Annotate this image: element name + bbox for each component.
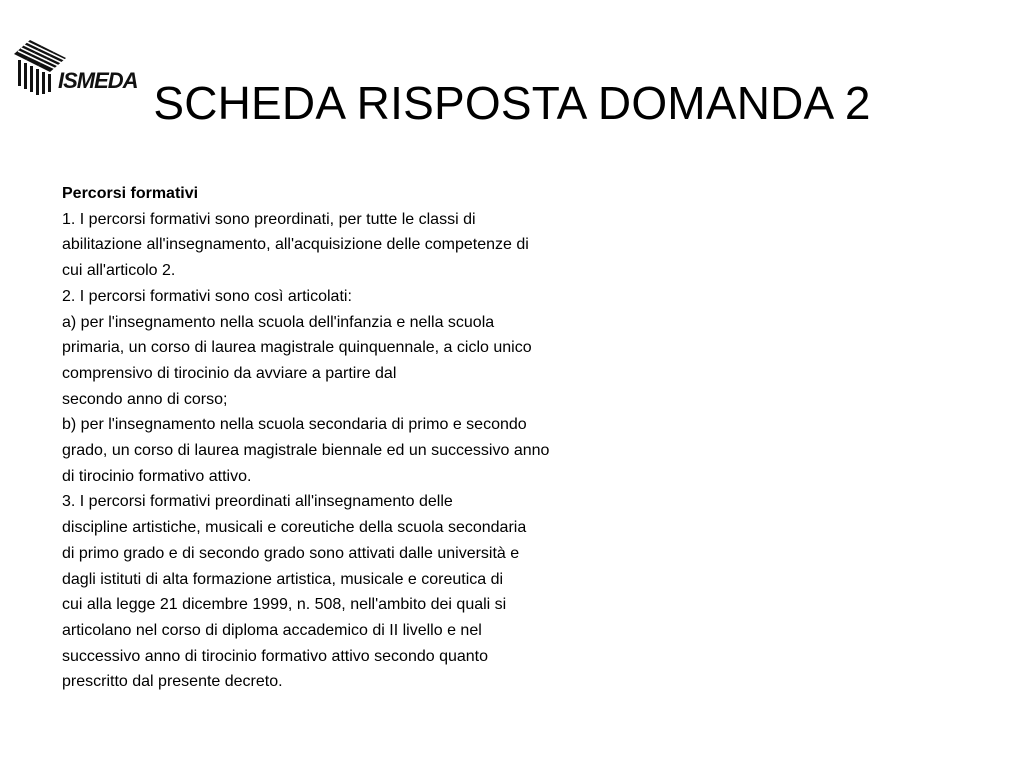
body-line: abilitazione all'insegnamento, all'acquisizione delle competenze di bbox=[62, 236, 529, 254]
logo-wordmark: ISMEDA bbox=[58, 68, 138, 93]
body-line: 2. I percorsi formativi sono così articolati: bbox=[62, 287, 352, 305]
body-line: successivo anno di tirocinio formativo attivo secondo quanto bbox=[62, 647, 489, 665]
body-line: b) per l'insegnamento nella scuola secondaria di primo e secondo bbox=[62, 416, 527, 434]
body-line: secondo anno di corso; bbox=[62, 390, 228, 408]
body-line: a) per l'insegnamento nella scuola dell'infanzia e nella scuola bbox=[62, 313, 495, 331]
body-line: discipline artistiche, musicali e coreutiche della scuola secondaria bbox=[62, 519, 527, 537]
body-text bbox=[62, 181, 682, 695]
body-line: prescritto dal presente decreto. bbox=[62, 673, 283, 691]
body-line: 3. I percorsi formativi preordinati all'insegnamento delle bbox=[62, 493, 453, 511]
body-line: cui all'articolo 2. bbox=[62, 262, 176, 280]
body-line: di tirocinio formativo attivo. bbox=[62, 467, 252, 485]
body-line: grado, un corso di laurea magistrale biennale ed un successivo anno bbox=[62, 442, 550, 460]
body-line: 1. I percorsi formativi sono preordinati, per tutte le classi di bbox=[62, 210, 476, 228]
body-line: dagli istituti di alta formazione artistica, musicale e coreutica di bbox=[62, 570, 504, 588]
body-line: cui alla legge 21 dicembre 1999, n. 508, nell'ambito dei quali si bbox=[62, 596, 507, 614]
body-line: articolano nel corso di diploma accademico di II livello e nel bbox=[62, 621, 482, 639]
body-line: comprensivo di tirocinio da avviare a partire dal bbox=[62, 364, 397, 382]
section-heading: Percorsi formativi bbox=[62, 185, 199, 202]
body-line: primaria, un corso di laurea magistrale quinquennale, a ciclo unico bbox=[62, 339, 532, 357]
body-line: di primo grado e di secondo grado sono attivati dalle università e bbox=[62, 544, 520, 562]
slide-title: SCHEDA RISPOSTA DOMANDA 2 bbox=[153, 77, 871, 129]
